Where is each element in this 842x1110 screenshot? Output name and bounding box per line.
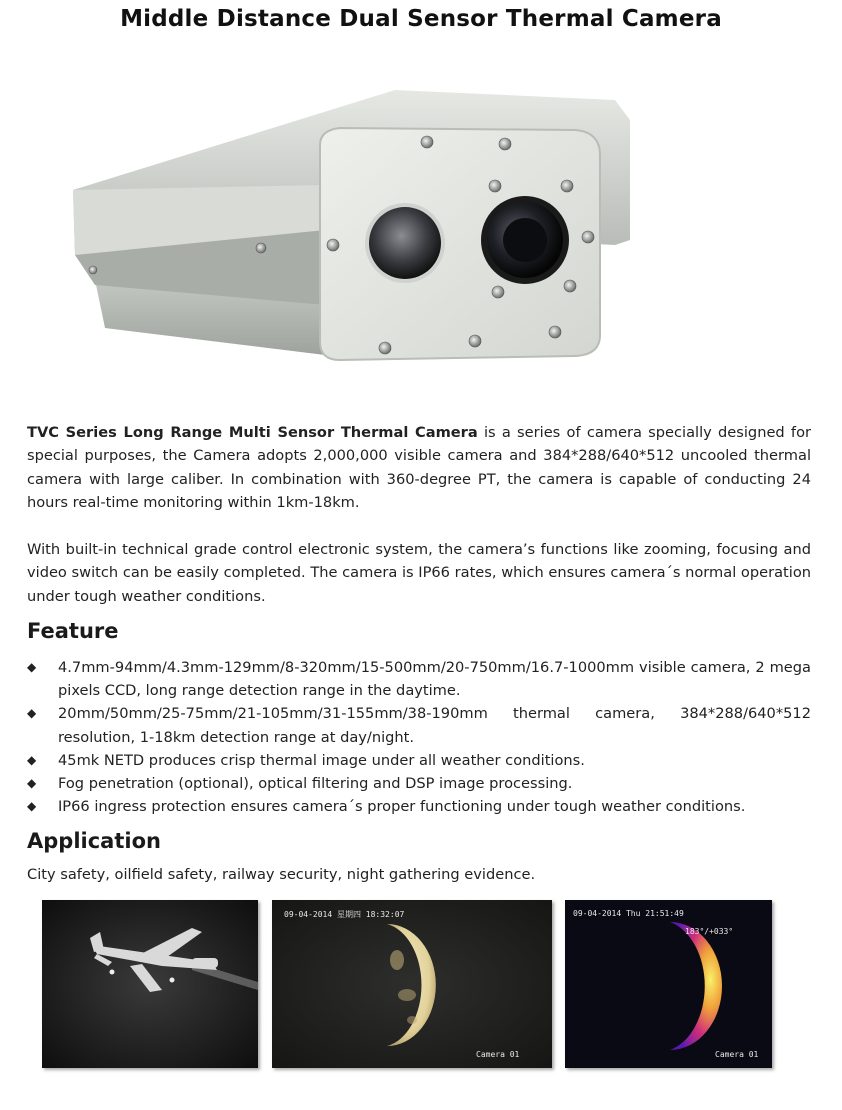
description-paragraph: With built-in technical grade control electronic system, the camera’s functions like zooming, focusing and video switch can be easily completed. The camera is IP66 rates, which ensures camera´s normal operation under tough weather conditions. bbox=[27, 541, 811, 605]
intro-paragraph bbox=[27, 421, 811, 515]
ptz-readout-overlay: 183°/+033° bbox=[685, 927, 734, 936]
thermal-moon-photo bbox=[565, 900, 772, 1068]
feature-text: Fog penetration (optional), optical filtering and DSP image processing. bbox=[58, 775, 573, 793]
page-title: Middle Distance Dual Sensor Thermal Camera bbox=[120, 6, 722, 32]
list-item bbox=[27, 795, 811, 818]
feature-heading: Feature bbox=[27, 619, 119, 643]
timestamp-overlay: 09-04-2014 Thu 21:51:49 bbox=[573, 909, 684, 918]
feature-text: IP66 ingress protection ensures camera´s proper functioning under tough weather conditions. bbox=[58, 798, 746, 816]
list-item bbox=[27, 702, 811, 748]
diamond-bullet-icon: ◆ bbox=[27, 752, 37, 767]
feature-list bbox=[27, 656, 811, 818]
visible-moon-photo bbox=[272, 900, 552, 1068]
diamond-bullet-icon: ◆ bbox=[27, 799, 37, 814]
feature-text: 45mk NETD produces crisp thermal image under all weather conditions. bbox=[58, 751, 585, 769]
feature-text: 4.7mm-94mm/4.3mm-129mm/8-320mm/15-500mm/20-750mm/16.7-1000mm visible camera, 2 mega pixels CCD, long range detection range in the daytime. bbox=[58, 659, 811, 700]
camera-product-image bbox=[55, 80, 655, 380]
application-heading: Application bbox=[27, 829, 161, 853]
camera-label-overlay: Camera 01 bbox=[715, 1050, 759, 1059]
intro-rest: is a series of camera specially designed for special purposes, the Camera adopts 2,000,000 visible camera and 384*288/640*512 uncooled thermal camera with large caliber. In combination with 360-degree PT, the camera is capable of conducting 24 hours real-time monitoring within 1km-18km. bbox=[27, 424, 811, 512]
diamond-bullet-icon: ◆ bbox=[27, 706, 37, 721]
list-item bbox=[27, 749, 811, 772]
diamond-bullet-icon: ◆ bbox=[27, 660, 37, 674]
thermal-aircraft-photo bbox=[42, 900, 258, 1068]
list-item bbox=[27, 772, 811, 795]
intro-bold: TVC Series Long Range Multi Sensor Thermal Camera bbox=[27, 424, 478, 441]
timestamp-overlay: 09-04-2014 星期四 18:32:07 bbox=[284, 910, 405, 919]
diamond-bullet-icon: ◆ bbox=[27, 776, 37, 791]
feature-text: 20mm/50mm/25-75mm/21-105mm/31-155mm/38-190mm thermal camera, 384*288/640*512 resolution, 1-18km detection range at day/night. bbox=[58, 705, 811, 746]
list-item bbox=[27, 656, 811, 702]
camera-label-overlay: Camera 01 bbox=[476, 1050, 520, 1059]
application-text: City safety, oilfield safety, railway security, night gathering evidence. bbox=[27, 866, 536, 883]
